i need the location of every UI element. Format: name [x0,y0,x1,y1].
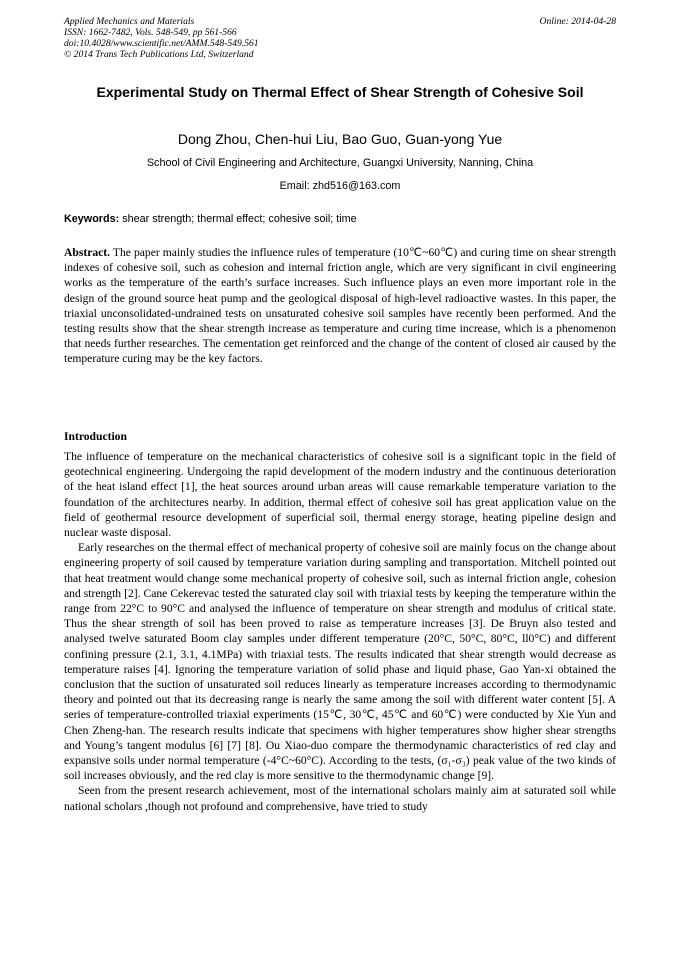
abstract-text: The paper mainly studies the influence rules of temperature (10℃~60℃) and curing time on shear strength indexes of cohesive soil, such as cohesion and internal friction angle, which are very significant in civil engineering works as the temperature of the earth’s surface increases. Such influence plays an even more important role in the design of the ground source heat pump and the geological disposal of high-level radioactive wastes. In this paper, the triaxial unconsolidated-undrained tests on unsaturated cohesive soil samples have recently been performed. And the testing results show that the shear strength increase as temperature and curing time increase, which is a phenomenon that needs further researches. The cementation get reinforced and the change of the content of closed air caused by the temperature curing may be the key factors. [64,246,616,366]
intro-paragraph-1: The influence of temperature on the mechanical characteristics of cohesive soil is a significant topic in the field of geotechnical engineering. Undergoing the rapid development of the modern industry and the continuous deterioration of the heat island effect [1], the heat sources around urban areas will cause remarkable temperature variation to the foundation of the architectures nearby. In addition, thermal effect of cohesive soil has great application value on the field of geothermal resource development of superficial soil, thermal energy storage, heating pipeline design and nuclear waste disposal. [64,450,616,540]
paper-title: Experimental Study on Thermal Effect of Shear Strength of Cohesive Soil [96,84,584,100]
keywords-label: Keywords: [64,213,120,225]
contact-email: Email: zhd516@163.com [279,180,401,192]
author-list: Dong Zhou, Chen-hui Liu, Bao Guo, Guan-yong Yue [177,131,503,147]
introduction-body [64,449,616,814]
online-date: Online: 2014-04-28 [539,16,616,27]
doi-line: doi:10.4028/www.scientific.net/AMM.548-549.561 [64,38,259,49]
abstract-paragraph [64,245,616,367]
section-heading-introduction: Introduction [64,430,127,443]
keywords-line [64,213,616,226]
intro-paragraph-2: Early researches on the thermal effect of mechanical property of cohesive soil are mainly focus on the change about engineering property of soil caused by temperature variation during sampling and transportation. Mitchell pointed out that heat treatment would change some mechanical property of cohesive soil, such as internal friction angle, cohesion and strength [2]. Cane Cekerevac tested the saturated clay soil with triaxial tests by keeping the temperature within the range from 22°C to 90°C and analysed the influence of temperature on shear strength and modulus of critical state. Thus the shear strength of soil has been proved to raise as temperature increases [3]. De Bruyn also tested and analysed twelve saturated Boom clay samples under different temperature (20°C, 50°C, 80°C, ll0°C) and different confining pressure (2.1, 3.1, 4.1MPa) with triaxial tests. The results indicated that shear strength would decrease as temperature raises [4]. Ignoring the temperature variation of solid phase and liquid phase, Gao Yan-xi obtained the conclusion that the suction of unsaturated soil reduces linearly as temperature increases according to thermodynamic theory and pointed out that its decreasing range is nearly the same among the soil with different water content [5]. A series of temperature-controlled triaxial experiments (15℃, 30℃, 45℃ and 60℃) were conducted by Xie Yun and Chen Zheng-han. The research results indicate that specimens with higher temperatures show higher shear strengths and Young’s tangent modulus [6] [7] [8]. Ou Xiao-duo compare the thermodynamic characteristics of red clay and expansive soils under normal temperature (-4°C~60°C). According to the tests, (σ₁-σ₃) peak value of the two kinds of soil increases obviously, and the red clay is more sensitive to the thermodynamic change [9]. [64,541,616,783]
abstract-label: Abstract. [64,246,111,259]
journal-name: Applied Mechanics and Materials [64,16,195,27]
copyright-line: © 2014 Trans Tech Publications Ltd, Switzerland [64,49,254,60]
keywords-text: shear strength; thermal effect; cohesive soil; time [122,213,357,225]
affiliation: School of Civil Engineering and Architecture, Guangxi University, Nanning, China [146,157,534,169]
issn-line: ISSN: 1662-7482, Vols. 548-549, pp 561-566 [64,27,237,38]
intro-paragraph-3: Seen from the present research achievement, most of the international scholars mainly aim at saturated soil while national scholars ,though not profound and comprehensive, have tried to study [64,784,616,813]
journal-header [64,16,616,60]
